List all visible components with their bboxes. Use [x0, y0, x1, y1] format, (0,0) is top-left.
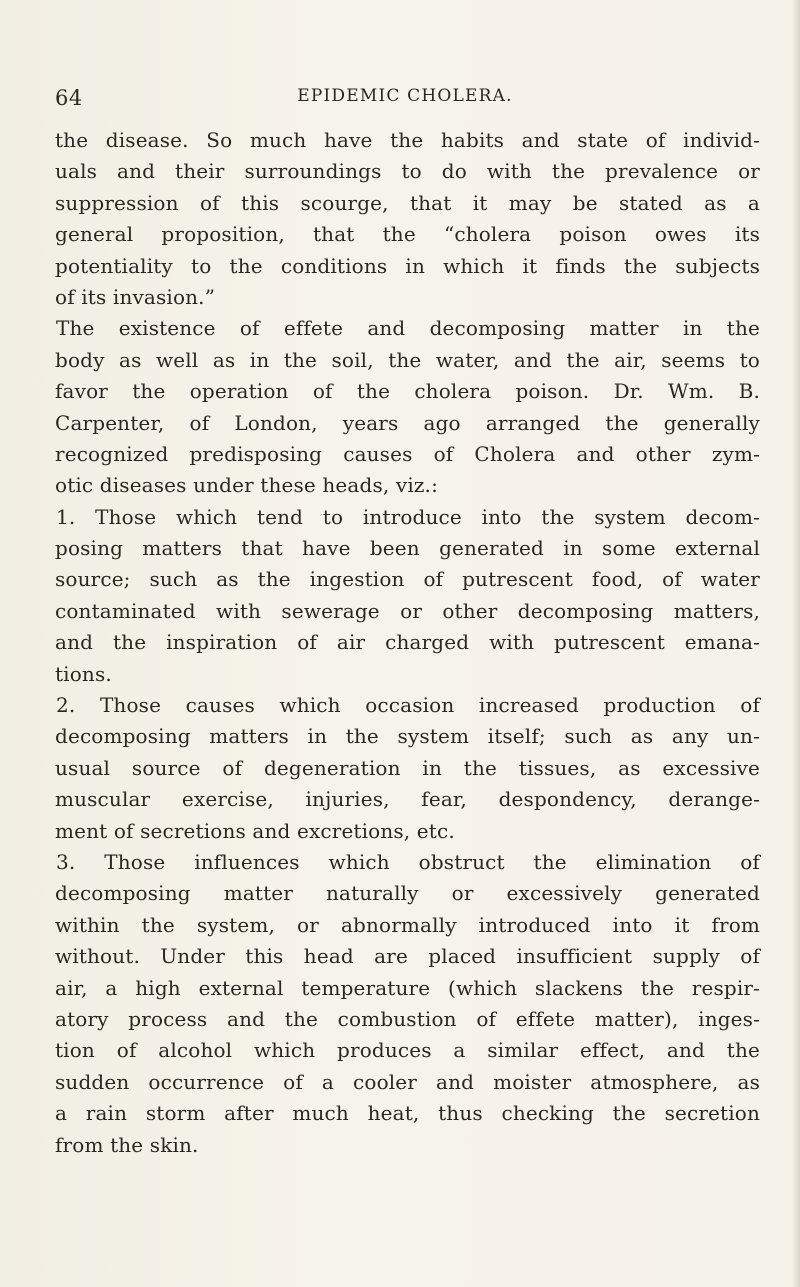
text-line: of its invasion.”: [55, 284, 216, 309]
text-line: contaminated with sewerage or other decomposing matters,: [55, 598, 760, 623]
text-line: favor the operation of the cholera poison. Dr. Wm. B.: [55, 379, 760, 404]
running-head: [55, 86, 755, 116]
text-line: 2. Those causes which occasion increased production of: [56, 693, 760, 718]
text-line: tion of alcohol which produces a similar effect, and the: [55, 1038, 760, 1063]
text-line: and the inspiration of air charged with putrescent emana-: [55, 630, 760, 655]
page-edge-shadow: [792, 0, 800, 1287]
text-line: Carpenter, of London, years ago arranged the generally: [55, 410, 760, 435]
text-line: within the system, or abnormally introduced into it from: [55, 912, 760, 937]
text-line: general proposition, that the “cholera poison owes its: [55, 222, 760, 247]
text-line: ment of secretions and excretions, etc.: [55, 818, 455, 843]
text-line: muscular exercise, injuries, fear, despondency, derange-: [55, 787, 760, 812]
page-number: 64: [55, 86, 83, 110]
text-line: decomposing matters in the system itself; such as any un-: [55, 724, 760, 749]
text-line: posing matters that have been generated in some external: [55, 536, 760, 561]
text-line: body as well as in the soil, the water, and the air, seems to: [55, 347, 760, 372]
text-line: decomposing matter naturally or excessively generated: [55, 881, 760, 906]
text-line: tions.: [55, 661, 112, 686]
text-line: otic diseases under these heads, viz.:: [55, 473, 438, 498]
text-line: a rain storm after much heat, thus checking the secretion: [55, 1101, 760, 1126]
text-line: from the skin.: [55, 1132, 199, 1157]
text-line: recognized predisposing causes of Cholera and other zym-: [55, 441, 760, 466]
text-line: air, a high external temperature (which slackens the respir-: [55, 975, 760, 1000]
text-line: source; such as the ingestion of putrescent food, of water: [55, 567, 760, 592]
text-line: 1. Those which tend to introduce into the system decom-: [56, 504, 760, 529]
text-line: uals and their surroundings to do with the prevalence or: [55, 159, 760, 184]
running-title: EPIDEMIC CHOLERA.: [297, 86, 513, 106]
text-line: The existence of effete and decomposing matter in the: [56, 316, 760, 341]
text-line: suppression of this scourge, that it may be stated as a: [55, 190, 760, 215]
text-line: the disease. So much have the habits and state of individ-: [55, 128, 760, 152]
text-line: 3. Those influences which obstruct the elimination of: [56, 849, 760, 874]
text-line: potentiality to the conditions in which it finds the subjects: [55, 253, 760, 278]
text-line: usual source of degeneration in the tissues, as excessive: [55, 755, 760, 780]
text-line: atory process and the combustion of effete matter), inges-: [55, 1006, 760, 1031]
text-line: sudden occurrence of a cooler and moister atmosphere, as: [55, 1069, 760, 1094]
text-line: without. Under this head are placed insufficient supply of: [55, 944, 760, 969]
body-text: [55, 125, 760, 1161]
